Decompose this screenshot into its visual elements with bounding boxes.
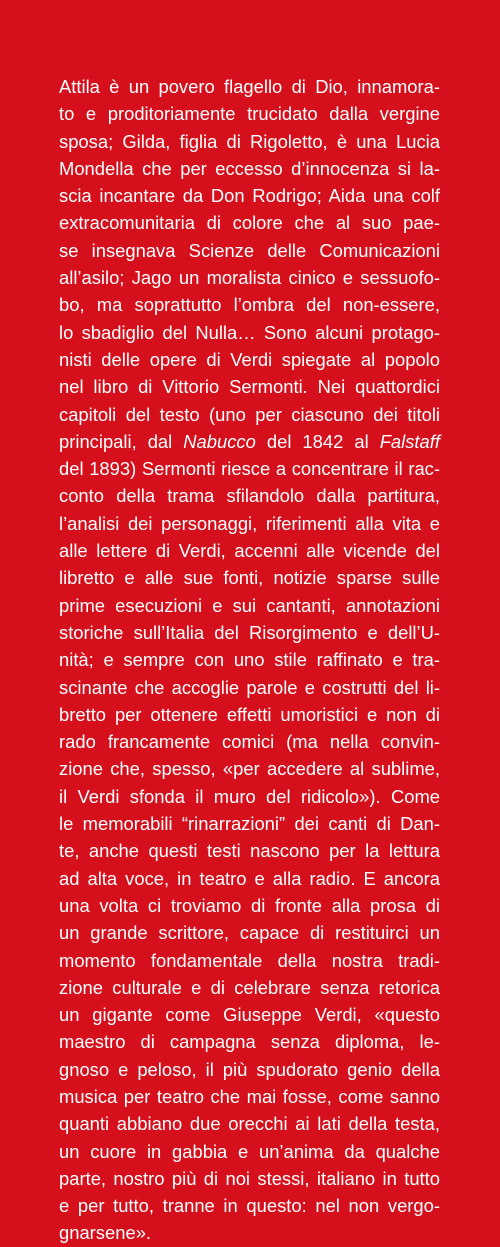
text-segment: conto della trama sfilandolo dalla partitura,: [59, 485, 440, 507]
text-segment: momento fondamentale della nostra tradi-: [59, 949, 440, 971]
text-segment: gnoso e peloso, il più spudorato genio della: [59, 1058, 440, 1080]
text-line: [59, 674, 440, 701]
text-line: [59, 837, 440, 864]
text-line: [59, 482, 440, 509]
text-segment: scia incantare da Don Rodrigo; Aida una colf: [59, 185, 440, 207]
text-line: [59, 947, 440, 974]
text-segment: parte, nostro più di noi stessi, italiano in tutto: [59, 1167, 440, 1189]
text-line: [59, 892, 440, 919]
text-line: [59, 537, 440, 564]
text-line: [59, 564, 440, 591]
text-line: [59, 1219, 440, 1246]
italic-title: Nabucco: [183, 430, 256, 452]
text-line: [59, 701, 440, 728]
text-line: [59, 783, 440, 810]
text-segment: una volta ci troviamo di fronte alla prosa di: [59, 894, 440, 916]
text-segment: quanti abbiano due orecchi ai lati della testa,: [59, 1113, 440, 1135]
text-line: [59, 73, 440, 100]
text-segment: to e proditoriamente trucidato dalla vergine: [59, 103, 440, 125]
text-segment: zione che, spesso, «per accedere al sublime,: [59, 758, 440, 780]
text-segment: zione culturale e di celebrare senza retorica: [59, 976, 440, 998]
text-segment: le memorabili “rinarrazioni” dei canti di Dan-: [59, 813, 440, 835]
text-line: [59, 1165, 440, 1192]
text-line: [59, 401, 440, 428]
text-segment: il Verdi sfonda il muro del ridicolo»). Come: [59, 785, 440, 807]
text-segment: lo sbadiglio del Nulla… Sono alcuni protago-: [59, 321, 440, 343]
text-line: [59, 209, 440, 236]
text-line: [59, 1110, 440, 1137]
text-line: [59, 319, 440, 346]
text-segment: e per tutto, tranne in questo: nel non vergo-: [59, 1195, 440, 1217]
text-line: [59, 455, 440, 482]
text-segment: scinante che accoglie parole e costrutti del li-: [59, 676, 440, 698]
text-segment: libretto e alle sue fonti, notizie sparse sulle: [59, 567, 440, 589]
text-segment: nisti delle opere di Verdi spiegate al popolo: [59, 348, 440, 370]
text-line: [59, 619, 440, 646]
text-line: [59, 373, 440, 400]
text-segment: alle lettere di Verdi, accenni alle vicende del: [59, 540, 440, 562]
text-segment: un gigante come Giuseppe Verdi, «questo: [59, 1004, 440, 1026]
text-segment: rado francamente comici (ma nella convin-: [59, 731, 440, 753]
text-segment: Mondella che per eccesso d’innocenza si la-: [59, 157, 440, 179]
text-line: [59, 264, 440, 291]
text-line: [59, 919, 440, 946]
text-segment: storiche sull’Italia del Risorgimento e dell’U-: [59, 621, 440, 643]
text-line: [59, 1083, 440, 1110]
text-segment: prime esecuzioni e sui cantanti, annotazioni: [59, 594, 440, 616]
text-segment: principali, dal: [59, 430, 184, 452]
text-line: [59, 1138, 440, 1165]
text-segment: un grande scrittore, capace di restituirci un: [59, 922, 440, 944]
text-line: [59, 728, 440, 755]
text-segment: extracomunitaria di colore che al suo pae-: [59, 212, 440, 234]
text-segment: gnarsene».: [59, 1222, 152, 1244]
text-line: [59, 810, 440, 837]
text-segment: Attila è un povero flagello di Dio, innamora-: [59, 76, 440, 97]
text-segment: del 1842 al: [255, 430, 380, 452]
text-segment: un cuore in gabbia e un’anima da qualche: [59, 1140, 440, 1162]
text-segment: capitoli del testo (uno per ciascuno dei titoli: [59, 403, 440, 425]
text-line: [59, 865, 440, 892]
text-line: [59, 510, 440, 537]
text-line: [59, 128, 440, 155]
text-line: [59, 428, 440, 455]
text-line: [59, 755, 440, 782]
text-segment: se insegnava Scienze delle Comunicazioni: [59, 239, 440, 261]
blurb-text: [59, 73, 440, 1247]
text-line: [59, 1192, 440, 1219]
text-line: [59, 974, 440, 1001]
text-segment: del 1893) Sermonti riesce a concentrare il rac-: [59, 458, 440, 480]
text-segment: all’asilo; Jago un moralista cinico e sessuofo-: [59, 267, 440, 289]
text-segment: sposa; Gilda, figlia di Rigoletto, è una Lucia: [59, 130, 440, 152]
text-line: [59, 100, 440, 127]
text-line: [59, 1028, 440, 1055]
text-line: [59, 155, 440, 182]
text-segment: nità; e sempre con uno stile raffinato e tra-: [59, 649, 440, 671]
text-line: [59, 237, 440, 264]
text-line: [59, 646, 440, 673]
text-segment: maestro di campagna senza diploma, le-: [59, 1031, 440, 1053]
text-line: [59, 346, 440, 373]
text-segment: musica per teatro che mai fosse, come sanno: [59, 1085, 440, 1107]
text-line: [59, 182, 440, 209]
text-line: [59, 1056, 440, 1083]
text-line: [59, 1001, 440, 1028]
italic-title: Falstaff: [379, 430, 440, 452]
text-segment: ad alta voce, in teatro e alla radio. E ancora: [59, 867, 440, 889]
text-segment: nel libro di Vittorio Sermonti. Nei quattordici: [59, 376, 440, 398]
text-line: [59, 592, 440, 619]
text-line: [59, 291, 440, 318]
text-segment: te, anche questi testi nascono per la lettura: [59, 840, 440, 862]
text-segment: bo, ma soprattutto l’ombra del non-essere,: [59, 294, 440, 316]
text-segment: bretto per ottenere effetti umoristici e non di: [59, 703, 440, 725]
text-segment: l’analisi dei personaggi, riferimenti alla vita e: [59, 512, 440, 534]
